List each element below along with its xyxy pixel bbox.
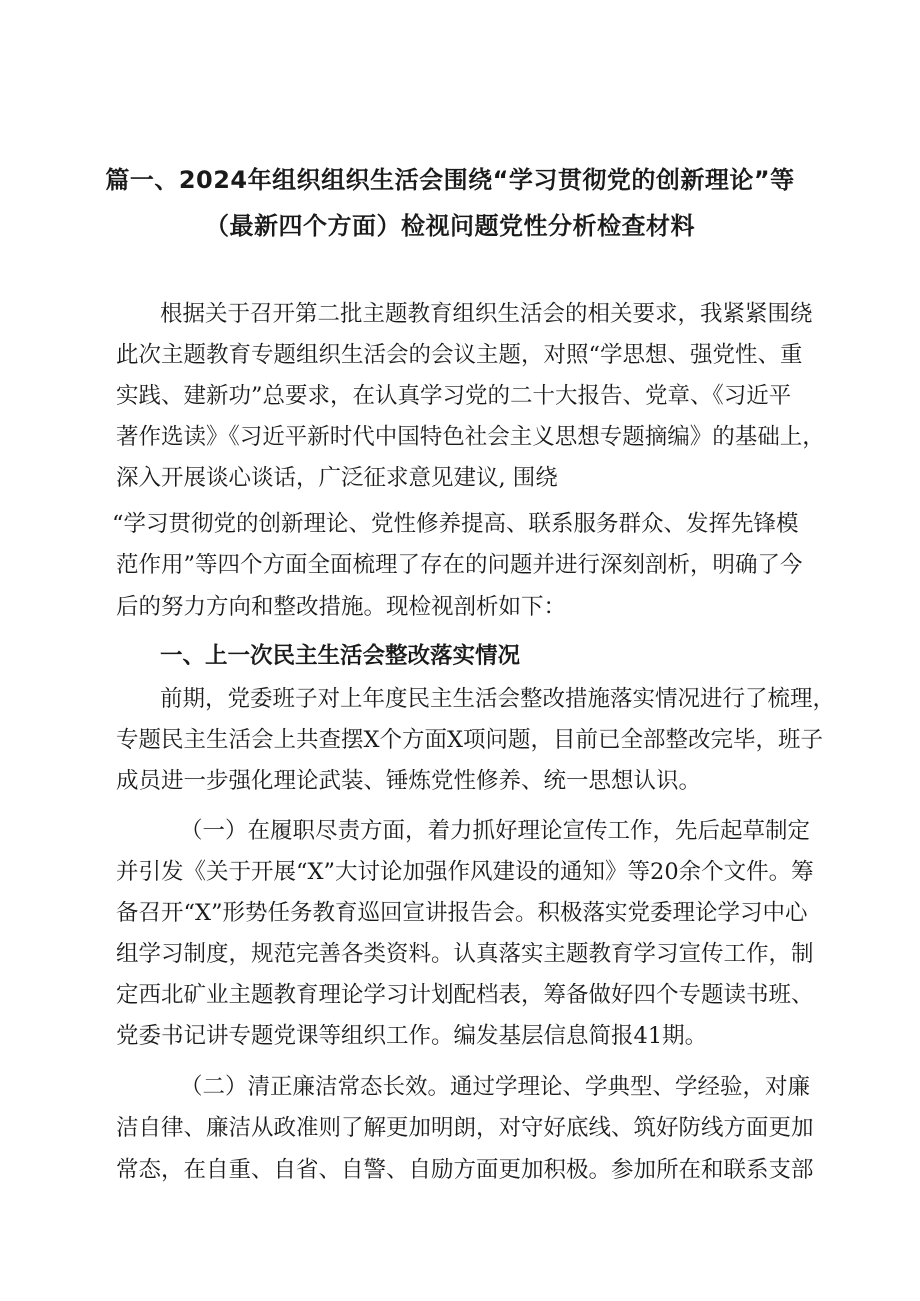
- intro-line: “学习贯彻党的创新理论、党性修养提高、联系服务群众、发挥先锋模: [112, 511, 799, 537]
- intro-line: 实践、建新功”总要求，在认真学习党的二十大报告、党章、《习近平: [116, 383, 792, 409]
- section-heading: 一、上一次民主生活会整改落实情况: [160, 643, 521, 669]
- item1-line: 并引发《关于开展“X”大讨论加强作风建设的通知》等20余个文件。筹: [116, 859, 814, 885]
- intro-line: 著作选读》《习近平新时代中国特色社会主义思想专题摘编》的基础上，: [116, 424, 825, 450]
- intro-line: 此次主题教育专题组织生活会的会议主题，对照“学思想、强党性、重: [116, 342, 803, 368]
- section1-line: 成员进一步强化理论武装、锤炼党性修养、统一思想认识。: [116, 768, 702, 794]
- item2-line: （二）清正廉洁常态长效。通过学理论、学典型、学经验，对廉: [180, 1074, 811, 1100]
- item2-line: 常态，在自重、自省、自警、自励方面更加积极。参加所在和联系支部: [116, 1157, 814, 1183]
- intro-line: 深入开展谈心谈话，广泛征求意见建议, 围绕: [116, 465, 558, 491]
- item1-line: 定西北矿业主题教育理论学习计划配档表，筹备做好四个专题读书班、: [116, 982, 814, 1008]
- item1-line: 备召开“X”形势任务教育巡回宣讲报告会。积极落实党委理论学习中心: [116, 900, 808, 926]
- item1-line: 党委书记讲专题党课等组织工作。编发基层信息简报41期。: [116, 1023, 708, 1049]
- item1-line: （一）在履职尽责方面，着力抓好理论宣传工作，先后起草制定: [180, 818, 811, 844]
- intro-line: 后的努力方向和整改措施。现检视剖析如下：: [116, 594, 567, 620]
- intro-line: 根据关于召开第二批主题教育组织生活会的相关要求，我紧紧围绕: [160, 301, 813, 327]
- item1-line: 组学习制度，规范完善各类资料。认真落实主题教育学习宣传工作，制: [116, 941, 814, 967]
- document-title-line2: （最新四个方面）检视问题党性分析检查材料: [205, 212, 695, 240]
- section1-line: 专题民主生活会上共查摆X个方面X项问题，目前已全部整改完毕，班子: [116, 727, 824, 753]
- intro-line: 范作用”等四个方面全面梳理了存在的问题并进行深刻剖析，明确了今: [116, 552, 803, 578]
- item2-line: 洁自律、廉洁从政准则了解更加明朗，对守好底线、筑好防线方面更加: [116, 1115, 814, 1141]
- document-title-line1: 篇一、2024年组织组织生活会围绕“学习贯彻党的创新理论”等: [105, 166, 795, 194]
- section1-line: 前期，党委班子对上年度民主生活会整改措施落实情况进行了梳理，: [160, 686, 836, 712]
